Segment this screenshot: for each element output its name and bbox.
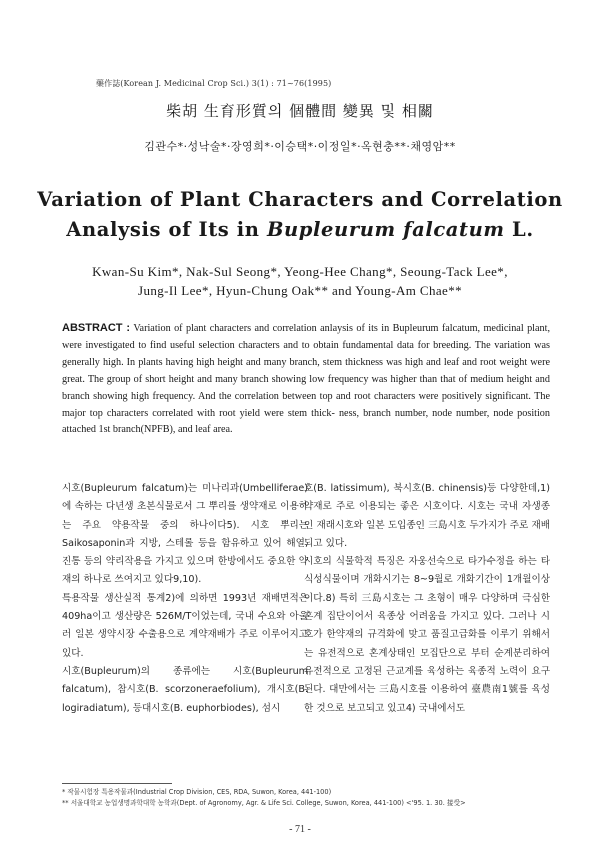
english-authors	[0, 262, 600, 300]
footnote-affiliation-1: * 작물시험장 특용작물과(Industrial Crop Division, CES, RDA, Suwon, Korea, 441-100)	[62, 788, 332, 796]
title-species: Bupleurum falcatum	[266, 218, 505, 241]
body-column-left	[62, 480, 308, 718]
journal-header: 藥作誌(Korean J. Medicinal Crop Sci.) 3(1) : 71~76(1995)	[96, 79, 332, 88]
footnote-affiliation-2: ** 서울대학교 농업생명과학대학 농학과(Dept. of Agronomy, Agr. & Life Sci. College, Suwon, Korea, 441-100) <'95. 1. 30. 接受>	[62, 799, 466, 807]
title-suffix: L.	[504, 218, 534, 241]
english-title-line2	[0, 215, 600, 245]
body-paragraph: 시호(Bupleurum falcatum)는 미나리과(Umbelliferae)에 속하는 다년생 초본식물로서 그 뿌리를 생약재로 이용하는 주요 약용작물 중의 하나이다5). 시호 뿌리는 Saikosaponin과 지방, 스테롤 등을 함유하고 있어 해열, 진통 등의 약리작용을 가지고 있으며 한방에서도 중요한 약재의 하나로 쓰여지고 있다9,10).	[62, 483, 308, 586]
english-title-line1: Variation of Plant Characters and Correlation	[37, 188, 563, 211]
korean-title: 柴胡 生育形質의 個體間 變異 및 相關	[166, 102, 434, 120]
abstract-text: Variation of plant characters and correlation anlaysis of its in Bupleurum falcatum, medicinal plant, were investigated to find useful selection characters and to obtain fundamental data for breeding. The variation was generally high. In plants having high height and many branch, stem thickness was high and leaf and root weight were great. The group of short height and many branch showing low frequency was higher than that of medium height and branch showing high frequency. And the correlation between top and root characters were positively significant. The major top characters correlated with root yield were stem thick- ness, branch number, node number, node position attached 1st branch(NPFB), and leaf area.	[62, 323, 550, 436]
abstract	[62, 320, 550, 439]
body-paragraph: 시호(Bupleurum)의 종류에는 시호(Bupleurum falcatum), 참시호(B. scorzoneraefolium), 개시호(B. logiradiatum), 등대시호(B. euphorbiodes), 섬시	[62, 665, 308, 714]
body-paragraph: 호(B. latissimum), 북시호(B. chinensis)등 다양한데,1) 약재로 주로 이용되는 좋은 시호이다. 시호는 국내 자생종인 재래시호와 일본 도입종인 三島시호 두가지가 주로 재배되고 있다.	[304, 483, 550, 549]
body-column-right	[304, 480, 550, 718]
english-authors-line1: Kwan-Su Kim*, Nak-Sul Seong*, Yeong-Hee Chang*, Seoung-Tack Lee*,	[92, 264, 508, 279]
body-paragraph: 시호의 식물학적 특징은 자웅선숙으로 타가수정을 하는 타식성식물이며 개화시기는 8~9월로 개화기간이 1개월이상이다.8) 특히 三島시호는 그 초형이 매우 다양하며 극심한 혼계 집단이어서 육종상 어려움을 가지고 있다. 그러나 시호가 한약재의 규격화에 맞고 품질고급화를 이루기 위해서는 유전적으로 혼계상태인 모집단으로 부터 순계분리하여 유전적으로 고정된 근교계를 육성하는 육종적 노력이 요구된다. 대만에서는 三島시호를 이용하여 臺農南1號를 육성한 것으로 보고되고 있고4) 국내에서도	[304, 556, 550, 714]
english-title	[0, 185, 600, 245]
korean-authors: 김관수*·성낙술*·장영희*·이승택*·이정일*·옥현충**·채영암**	[144, 140, 456, 153]
body-paragraph: 특용작물 생산실적 통계2)에 의하면 1993년 재배면적은 409ha이고 생산량은 526M/T이었는데, 국내 수요와 아울러 일본 생약시장 수출용으로 계약재배가 주로 이루어지고 있다.	[62, 592, 308, 659]
page-number: - 71 -	[289, 824, 311, 835]
english-authors-line2: Jung-Il Lee*, Hyun-Chung Oak** and Young-Am Chae**	[137, 283, 463, 298]
title-prefix: Analysis of Its in	[66, 218, 267, 241]
footnote-divider	[62, 783, 172, 784]
abstract-label: ABSTRACT :	[62, 322, 131, 334]
